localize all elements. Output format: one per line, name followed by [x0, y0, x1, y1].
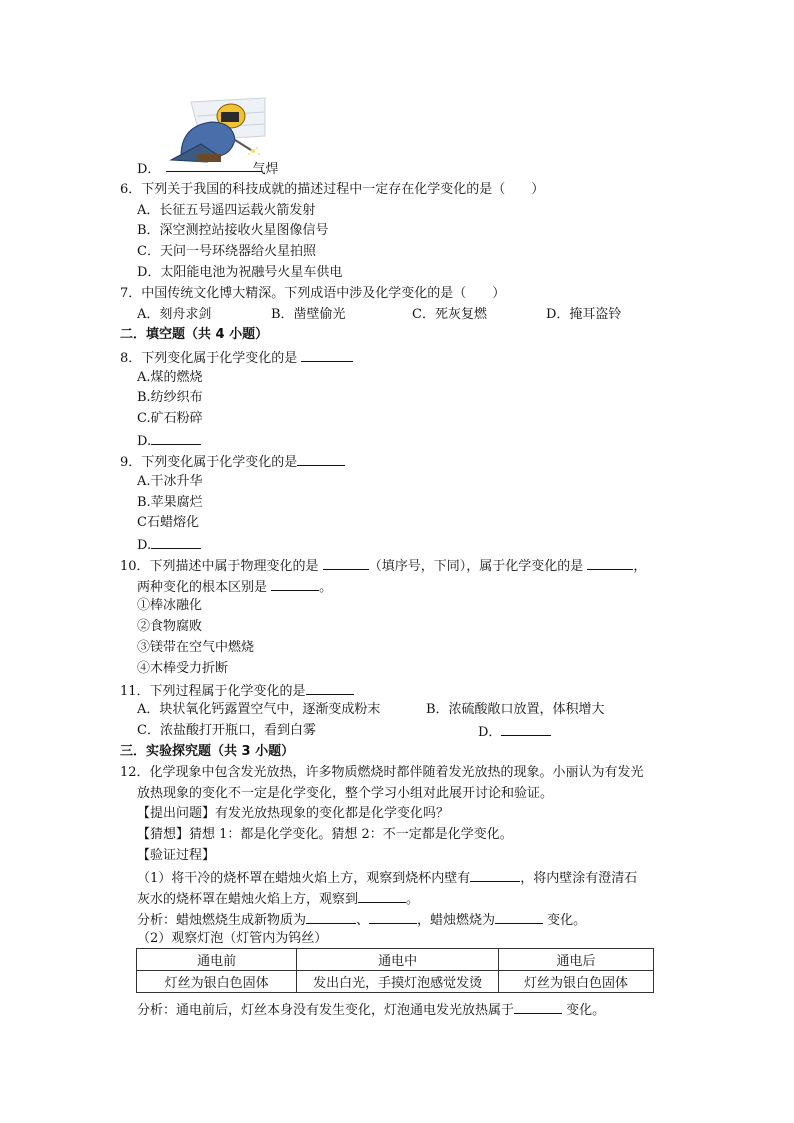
q8-option-a: A.煤的燃烧 — [137, 370, 203, 385]
q9-option-d — [137, 534, 201, 556]
q12-analysis1-a: 分析：蜡烛燃烧生成新物质为 — [137, 913, 307, 928]
table-cell-before: 灯丝为银白色固体 — [137, 971, 297, 993]
q6-option-c: C．天问一号环绕器给火星拍照 — [137, 244, 316, 259]
q12-analysis1-d: 变化。 — [543, 913, 587, 928]
q12-analysis1-b: 、 — [356, 913, 370, 928]
q9-option-a: A.干冰升华 — [137, 474, 203, 489]
q10-stem-line2-a: 两种变化的根本区别是 — [137, 580, 268, 595]
q7-option-b: B．凿壁偷光 — [271, 307, 346, 322]
q10-stem-line1 — [120, 555, 646, 577]
q12-step1-a: （1）将干冷的烧杯罩在蜡烛火焰上方，观察到烧杯内壁有 — [137, 871, 471, 886]
q9-option-d-label: D. — [137, 538, 152, 553]
q12-guess: 【猜想】猜想 1：都是化学变化。猜想 2：不一定都是化学变化。 — [137, 827, 513, 842]
q6-option-b: B．深空测控站接收火星图像信号 — [137, 223, 329, 238]
table-header-during: 通电中 — [297, 949, 499, 971]
q12-intro-line1: 12．化学现象中包含发光放热，许多物质燃烧时都伴随着发光放热的现象。小丽认为有发光 — [120, 765, 644, 780]
q12-step1-line1 — [137, 867, 637, 889]
q9-stem — [120, 451, 345, 473]
q8-stem-text: 8．下列变化属于化学变化的是 — [120, 351, 298, 366]
q12-step1-d: 。 — [406, 892, 420, 907]
q7-stem: 7．中国传统文化博大精深。下列成语中涉及化学变化的是（ ） — [120, 286, 506, 301]
q11-option-d-blank[interactable] — [501, 721, 551, 736]
q10-stem-a: 10．下列描述中属于物理变化的是 — [120, 559, 319, 574]
q6-stem: 6．下列关于我国的科技成就的描述过程中一定存在化学变化的是（ ） — [120, 182, 545, 197]
q10-item-1: ①棒冰融化 — [137, 598, 203, 613]
q7-option-d: D．掩耳盗铃 — [546, 307, 622, 322]
q11-option-a: A．块状氧化钙露置空气中，逐渐变成粉末 — [137, 702, 381, 717]
observation-table — [136, 948, 654, 993]
q10-item-2: ②食物腐败 — [137, 619, 203, 634]
q9-option-b: B.苹果腐烂 — [137, 495, 203, 510]
table-cell-after: 灯丝为银白色固体 — [498, 971, 653, 993]
q8-answer-blank[interactable] — [301, 347, 353, 362]
q11-stem-text: 11．下列过程属于化学变化的是 — [120, 684, 306, 699]
q12-verify-heading: 【验证过程】 — [137, 848, 216, 863]
q12-step2: （2）观察灯泡（灯管内为钨丝） — [137, 931, 328, 946]
q12-step1-c: 灰水的烧杯罩在蜡烛火焰上方，观察到 — [137, 892, 359, 907]
section-2-heading: 二．填空题（共 4 小题） — [120, 327, 269, 342]
q8-option-b: B.纺纱织布 — [137, 390, 203, 405]
welder-image — [161, 96, 267, 164]
q12-analysis2-a: 分析：通电前后，灯丝本身没有发生变化，灯泡通电发光放热属于 — [137, 1003, 515, 1018]
q9-stem-text: 9．下列变化属于化学变化的是 — [120, 455, 298, 470]
q12-analysis2-b: 变化。 — [562, 1003, 606, 1018]
q5-option-d — [137, 159, 278, 180]
q5-d-underline — [166, 171, 262, 172]
table-row — [137, 971, 654, 993]
q12-intro-line2: 放热现象的变化不一定是化学变化，整个学习小组对此展开讨论和验证。 — [137, 786, 554, 801]
q7-option-c: C．死灰复燃 — [412, 307, 487, 322]
q12-change-type-blank[interactable] — [495, 909, 543, 924]
q9-answer-blank[interactable] — [297, 451, 345, 466]
section-3-heading: 三．实验探究题（共 3 小题） — [120, 744, 295, 759]
q7-option-a: A．刻舟求剑 — [137, 307, 212, 322]
q8-option-d-blank[interactable] — [151, 430, 201, 445]
q11-option-d — [478, 721, 551, 743]
q12-bulb-change-blank[interactable] — [514, 999, 562, 1014]
q10-item-4: ④木棒受力折断 — [137, 661, 229, 676]
q10-stem-b: （填序号，下同），属于化学变化的是 — [368, 559, 584, 574]
q11-option-d-label: D． — [478, 725, 502, 740]
q12-analysis1 — [137, 909, 586, 931]
table-cell-during: 发出白光，手摸灯泡感觉发烫 — [297, 971, 499, 993]
q12-analysis2 — [137, 999, 605, 1021]
table-header-row — [137, 949, 654, 971]
q10-difference-blank[interactable] — [271, 576, 319, 591]
q10-physical-blank[interactable] — [323, 555, 369, 570]
q8-option-d — [137, 430, 201, 452]
q9-option-d-blank[interactable] — [151, 534, 201, 549]
table-header-after: 通电后 — [498, 949, 653, 971]
q8-stem — [120, 347, 353, 369]
q12-inner-wall-blank[interactable] — [470, 867, 520, 882]
q11-answer-blank[interactable] — [306, 680, 354, 695]
q12-product2-blank[interactable] — [369, 909, 417, 924]
q10-stem-c: ， — [633, 559, 647, 574]
q8-option-d-label: D. — [137, 434, 152, 449]
q11-stem — [120, 680, 354, 702]
q12-product1-blank[interactable] — [306, 909, 356, 924]
q11-option-b: B．浓硫酸敞口放置，体积增大 — [426, 702, 605, 717]
q12-analysis1-c: ，蜡烛燃烧为 — [417, 913, 496, 928]
q10-item-3: ③镁带在空气中燃烧 — [137, 640, 255, 655]
q12-step1-line2 — [137, 888, 419, 910]
q5-option-d-label: D． — [137, 162, 161, 177]
q6-option-d: D．太阳能电池为祝融号火星车供电 — [137, 265, 343, 280]
q11-option-c: C．浓盐酸打开瓶口，看到白雾 — [137, 723, 316, 738]
q6-option-a: A．长征五号遥四运载火箭发射 — [137, 203, 316, 218]
q5-option-d-text: 气焊 — [252, 162, 279, 177]
q10-stem-line2 — [137, 576, 332, 598]
table-header-before: 通电前 — [137, 949, 297, 971]
q10-chemical-blank[interactable] — [587, 555, 633, 570]
q10-stem-line2-b: 。 — [319, 580, 333, 595]
q12-step1-b: ，将内壁涂有澄清石 — [520, 871, 638, 886]
q12-question: 【提出问题】有发光放热现象的变化都是化学变化吗？ — [137, 806, 450, 821]
q9-option-c: C石蜡熔化 — [137, 515, 199, 530]
q12-observed-blank[interactable] — [358, 888, 406, 903]
q8-option-c: C.矿石粉碎 — [137, 411, 203, 426]
